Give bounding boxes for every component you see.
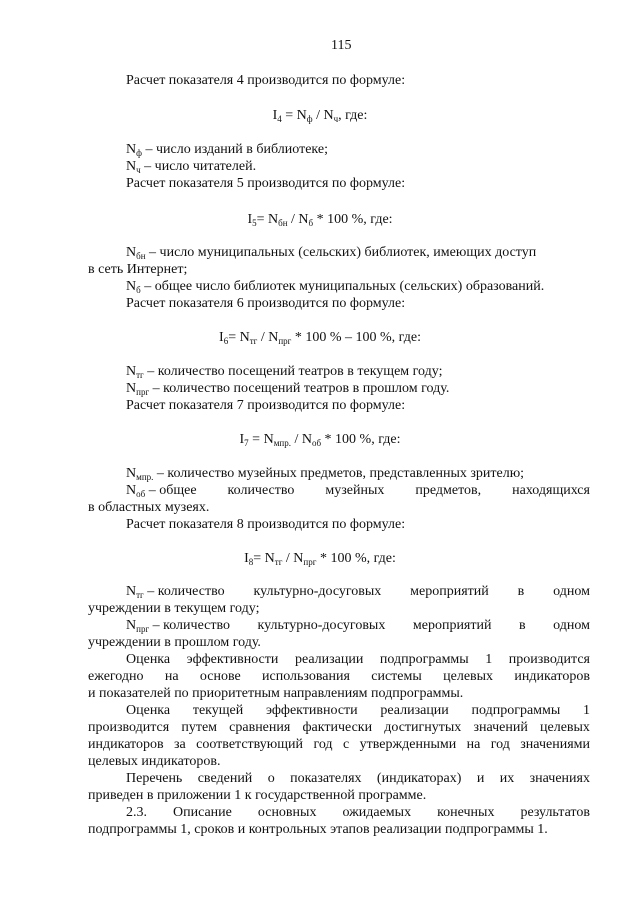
definition-n-tg: $N_{тг}$ – количество посещений театров в текущем году; xyxy=(126,364,443,380)
paragraph-efficiency-l3: и показателей по приоритетным направлениям подпрограммы. xyxy=(88,686,464,701)
indicator-5-intro: Расчет показателя 5 производится по формуле: xyxy=(126,176,406,191)
definition-n-ob-cont: в областных музеях. xyxy=(88,500,210,515)
definition-n-mpr: $N_{мпр.}$ – количество музейных предметов, представленных зрителю; xyxy=(126,466,525,482)
indicator-4-intro: Расчет показателя 4 производится по формуле: xyxy=(126,73,406,88)
definition-n-b: $N_б$ – общее число библиотек муниципальных (сельских) образований. xyxy=(126,279,545,295)
definition-n-prg-8-cont: учреждении в прошлом году. xyxy=(88,635,261,650)
definition-n-tg-8: $N_{тг}$ – количество культурно-досуговых мероприятий в одном xyxy=(126,584,590,600)
definition-n-bn-cont: в сеть Интернет; xyxy=(88,262,188,277)
definition-n-ch: $N_ч$ – число читателей. xyxy=(126,159,257,175)
page-number: 115 xyxy=(331,38,352,53)
definition-n-f: $N_ф$ – число изданий в библиотеке; xyxy=(126,142,328,158)
formula-indicator-4: $I_4 = N_ф / N_ч$, где: xyxy=(272,108,368,124)
paragraph-current-l4: целевых индикаторов. xyxy=(88,754,221,769)
paragraph-current-l2: производится путем сравнения фактически достигнутых значений целевых xyxy=(88,720,590,735)
formula-indicator-7: $I_7 = N_{мпр.} / N_{об} * 100$ %, где: xyxy=(239,432,401,448)
definition-n-prg-8: $N_{прг}$ – количество культурно-досуговых мероприятий в одном xyxy=(126,618,590,634)
section-2-3-heading-l1: 2.3. Описание основных ожидаемых конечных результатов xyxy=(126,805,590,820)
indicator-6-intro: Расчет показателя 6 производится по формуле: xyxy=(126,296,406,311)
paragraph-efficiency-l1: Оценка эффективности реализации подпрограммы 1 производится xyxy=(126,652,590,667)
formula-indicator-6: $I_6= N_{тг} / N_{прг} * 100$ % – 100 %, где: xyxy=(219,330,421,346)
section-2-3-heading-l2: подпрограммы 1, сроков и контрольных этапов реализации подпрограммы 1. xyxy=(88,822,548,837)
paragraph-current-l1: Оценка текущей эффективности реализации подпрограммы 1 xyxy=(126,703,590,718)
paragraph-list-l2: приведен в приложении 1 к государственной программе. xyxy=(88,788,427,803)
formula-indicator-8: $I_8= N_{тг} / N_{прг} * 100$ %, где: xyxy=(244,551,396,567)
definition-n-ob: $N_{об}$ – общее количество музейных предметов, находящихся xyxy=(126,483,590,499)
indicator-8-intro: Расчет показателя 8 производится по формуле: xyxy=(126,517,406,532)
indicator-7-intro: Расчет показателя 7 производится по формуле: xyxy=(126,398,406,413)
formula-indicator-5: $I_5= N_{бн} / N_б * 100$ %, где: xyxy=(247,212,393,228)
definition-n-tg-8-cont: учреждении в текущем году; xyxy=(88,601,260,616)
paragraph-list-l1: Перечень сведений о показателях (индикаторах) и их значениях xyxy=(126,771,590,786)
paragraph-current-l3: индикаторов за соответствующий год с утвержденными на год значениями xyxy=(88,737,590,752)
paragraph-efficiency-l2: ежегодно на основе использования системы целевых индикаторов xyxy=(88,669,590,684)
definition-n-prg: $N_{прг}$ – количество посещений театров в прошлом году. xyxy=(126,381,450,397)
definition-n-bn: $N_{бн}$ – число муниципальных (сельских) библиотек, имеющих доступ xyxy=(126,245,537,261)
